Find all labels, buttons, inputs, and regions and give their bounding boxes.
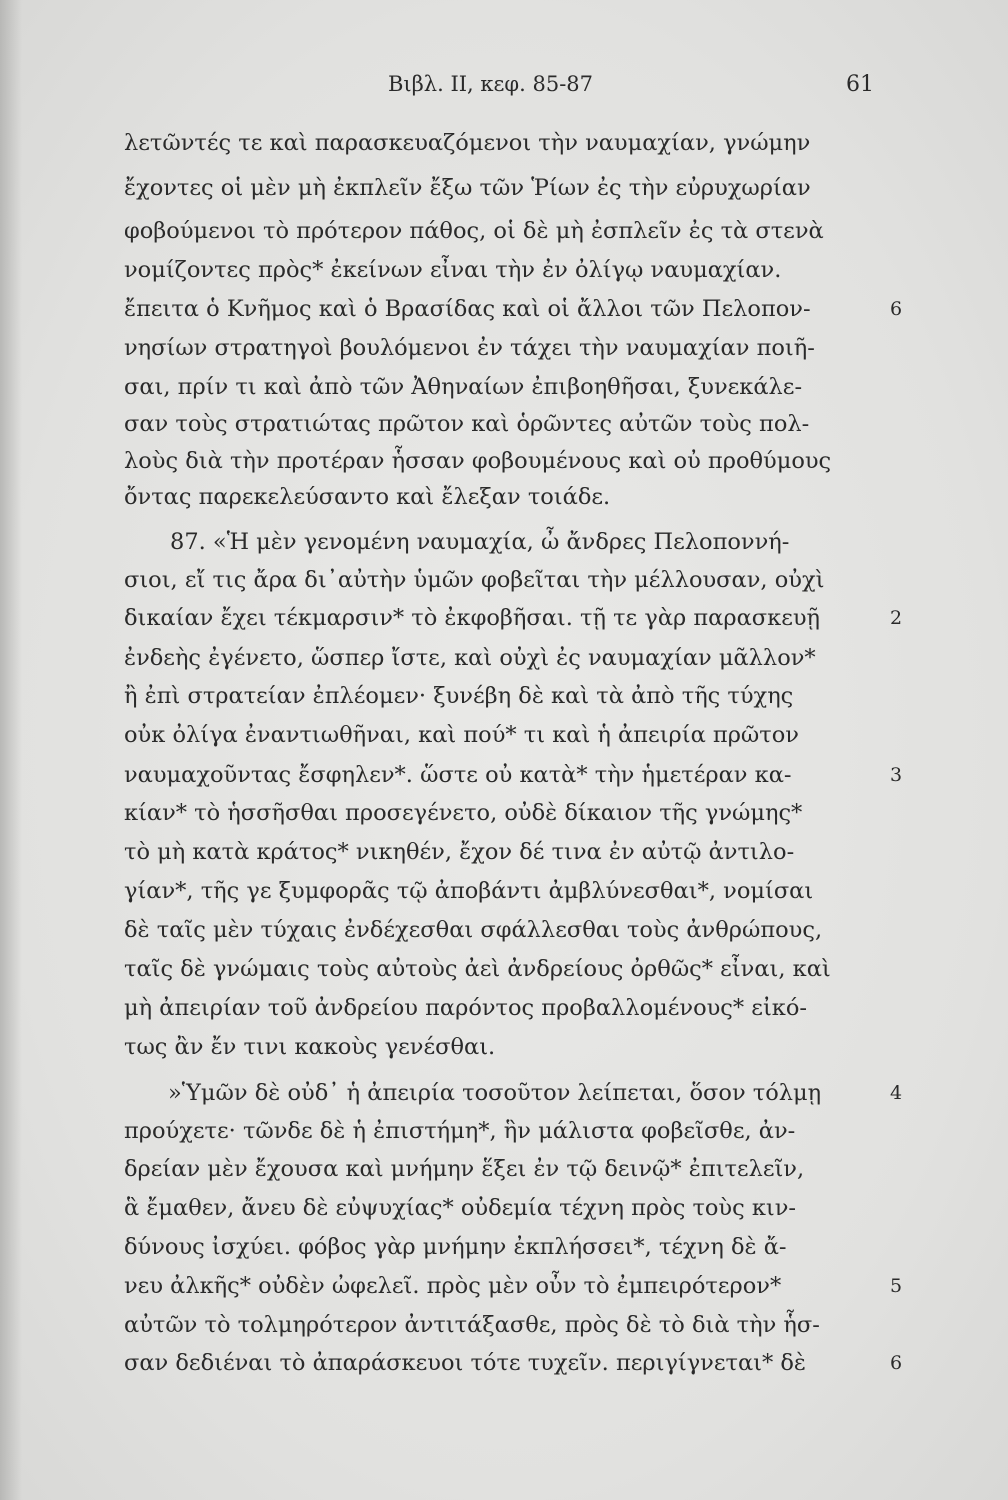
margin-section-number: 6 — [890, 1352, 903, 1374]
running-header: Βιβλ. II, κεφ. 85-87 — [388, 72, 594, 96]
text-line: ὄντας παρεκελεύσαντο καὶ ἔλεξαν τοιάδε. — [124, 484, 611, 510]
text-line: ἔχοντες οἱ μὲν μὴ ἐκπλεῖν ἔξω τῶν Ῥίων ἐς τὴν εὐρυχωρίαν — [124, 175, 811, 201]
paragraph-start-line: »Ὑμῶν δὲ οὐδ᾽ ἡ ἀπειρία τοσοῦτον λείπεται, ὅσον τόλμῃ — [168, 1080, 822, 1106]
text-line: σαν τοὺς στρατιώτας πρῶτον καὶ ὁρῶντες αὐτῶν τοὺς πολ- — [124, 411, 810, 437]
text-line: λοὺς διὰ τὴν προτέραν ἧσσαν φοβουμένους καὶ οὐ προθύμους — [124, 448, 832, 474]
text-line: νομίζοντες πρὸς* ἐκείνων εἶναι τὴν ἐν ὀλίγῳ ναυμαχίαν. — [124, 257, 782, 283]
text-line: γίαν*, τῆς γε ξυμφορᾶς τῷ ἀποβάντι ἀμβλύνεσθαι*, νομίσαι — [124, 878, 814, 904]
binding-shadow — [0, 0, 22, 1500]
text-line: κίαν* τὸ ἡσσῆσθαι προσεγένετο, οὐδὲ δίκαιον τῆς γνώμης* — [124, 800, 803, 826]
text-line: σαν δεδιέναι τὸ ἀπαράσκευοι τότε τυχεῖν. περιγίγνεται* δὲ — [124, 1350, 806, 1376]
text-line: αὐτῶν τὸ τολμηρότερον ἀντιτάξασθε, πρὸς δὲ τὸ διὰ τὴν ἧσ- — [124, 1312, 820, 1338]
text-line: μὴ ἀπειρίαν τοῦ ἀνδρείου παρόντος προβαλλομένους* εἰκό- — [124, 995, 807, 1021]
margin-section-number: 6 — [890, 298, 903, 320]
page-number: 61 — [846, 72, 874, 97]
text-line: σαι, πρίν τι καὶ ἀπὸ τῶν Ἀθηναίων ἐπιβοηθῆσαι, ξυνεκάλε- — [124, 374, 803, 400]
text-line: ἐνδεὴς ἐγένετο, ὥσπερ ἴστε, καὶ οὐχὶ ἐς ναυμαχίαν μᾶλλον* — [124, 645, 816, 671]
text-line: νευ ἀλκῆς* οὐδὲν ὠφελεῖ. πρὸς μὲν οὖν τὸ ἐμπειρότερον* — [124, 1273, 782, 1299]
text-line: δρείαν μὲν ἔχουσα καὶ μνήμην ἕξει ἐν τῷ δεινῷ* ἐπιτελεῖν, — [124, 1156, 805, 1182]
margin-section-number: 4 — [890, 1082, 903, 1104]
text-line: λετῶντές τε καὶ παρασκευαζόμενοι τὴν ναυμαχίαν, γνώμην — [124, 130, 811, 156]
text-line: ἔπειτα ὁ Κνῆμος καὶ ὁ Βρασίδας καὶ οἱ ἄλλοι τῶν Πελοπον- — [124, 296, 811, 322]
margin-section-number: 3 — [890, 764, 903, 786]
text-line: προύχετε· τῶνδε δὲ ἡ ἐπιστήμη*, ἣν μάλιστα φοβεῖσθε, ἀν- — [124, 1118, 796, 1144]
text-line: νησίων στρατηγοὶ βουλόμενοι ἐν τάχει τὴν ναυμαχίαν ποιῆ- — [124, 335, 815, 361]
text-line: οὐκ ὀλίγα ἐναντιωθῆναι, καὶ πού* τι καὶ ἡ ἀπειρία πρῶτον — [124, 722, 799, 748]
chapter-start-line: 87. «Ἡ μὲν γενομένη ναυμαχία, ὦ ἄνδρες Πελοποννή- — [170, 529, 790, 555]
text-line: ταῖς δὲ γνώμαις τοὺς αὐτοὺς ἀεὶ ἀνδρείους ὀρθῶς* εἶναι, καὶ — [124, 956, 831, 982]
text-line: δύνους ἰσχύει. φόβος γὰρ μνήμην ἐκπλήσσει*, τέχνη δὲ ἄ- — [124, 1234, 787, 1260]
text-line: δικαίαν ἔχει τέκμαρσιν* τὸ ἐκφοβῆσαι. τῇ τε γὰρ παρασκευῇ — [124, 605, 821, 631]
text-line: φοβούμενοι τὸ πρότερον πάθος, οἱ δὲ μὴ ἐσπλεῖν ἐς τὰ στενὰ — [124, 218, 824, 244]
text-line: ἢ ἐπὶ στρατείαν ἐπλέομεν· ξυνέβη δὲ καὶ τὰ ἀπὸ τῆς τύχης — [124, 683, 794, 709]
text-line: σιοι, εἴ τις ἄρα δι᾽αὐτὴν ὑμῶν φοβεῖται τὴν μέλλουσαν, οὐχὶ — [124, 567, 825, 593]
text-line: τως ἂν ἔν τινι κακοὺς γενέσθαι. — [124, 1034, 496, 1060]
margin-section-number: 2 — [890, 607, 903, 629]
text-line: δὲ ταῖς μὲν τύχαις ἐνδέχεσθαι σφάλλεσθαι τοὺς ἀνθρώπους, — [124, 917, 823, 943]
margin-section-number: 5 — [890, 1275, 903, 1297]
text-line: ἃ ἔμαθεν, ἄνευ δὲ εὐψυχίας* οὐδεμία τέχνη πρὸς τοὺς κιν- — [124, 1195, 797, 1221]
text-line: ναυμαχοῦντας ἔσφηλεν*. ὥστε οὐ κατὰ* τὴν ἡμετέραν κα- — [124, 762, 792, 788]
text-line: τὸ μὴ κατὰ κράτος* νικηθέν, ἔχον δέ τινα ἐν αὐτῷ ἀντιλο- — [124, 839, 795, 865]
